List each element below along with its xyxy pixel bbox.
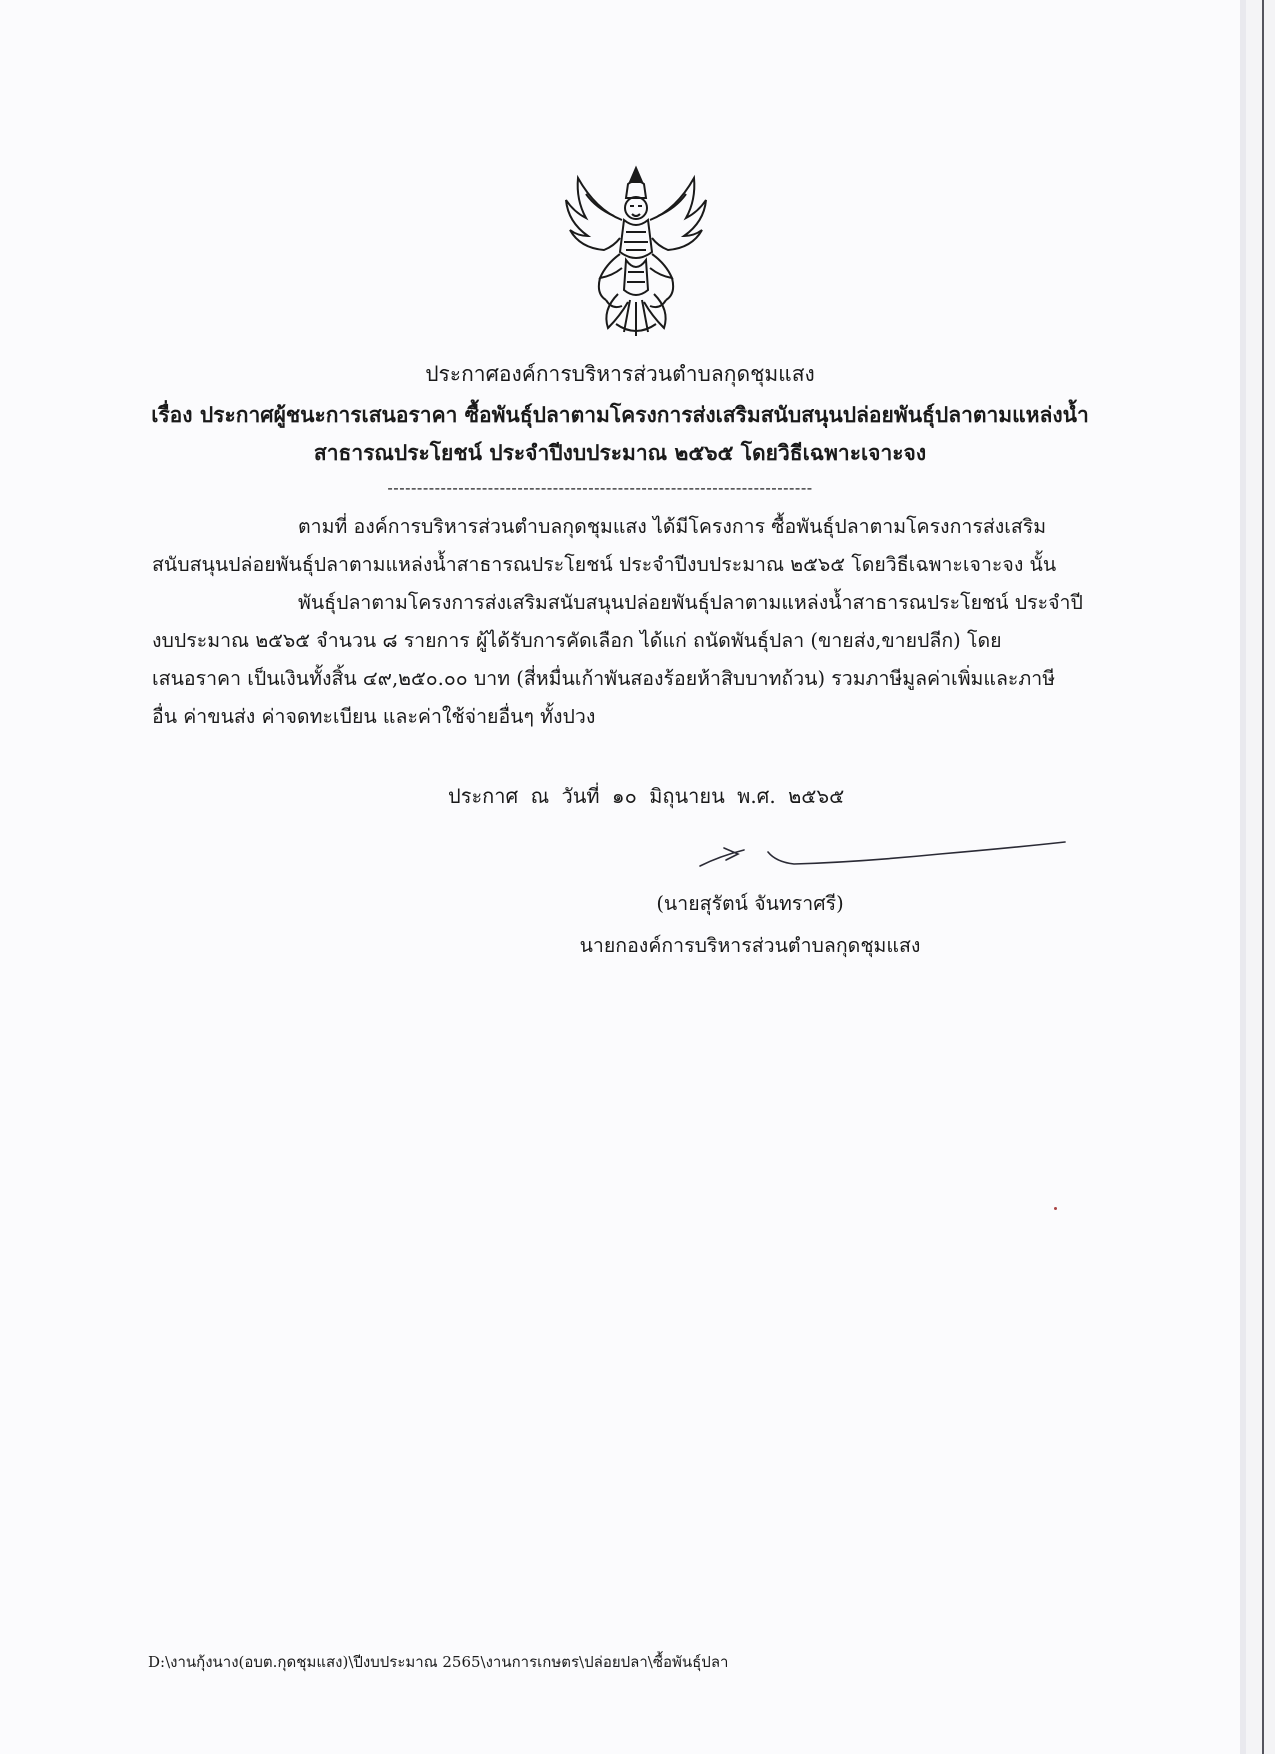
announcement-issuer: ประกาศองค์การบริหารส่วนตำบลกุดชุมแสง (425, 362, 815, 386)
announcement-date: ประกาศ ณ วันที่ ๑๐ มิถุนายน พ.ศ. ๒๕๖๕ (448, 784, 845, 808)
garuda-emblem-icon (556, 160, 716, 340)
body-paragraph-1 (152, 508, 1132, 584)
scan-edge (1262, 0, 1264, 1754)
paragraph-line: พันธุ์ปลาตามโครงการส่งเสริมสนับสนุนปล่อยพันธุ์ปลาตามแหล่งน้ำสาธารณประโยชน์ ประจำปี (298, 591, 1083, 614)
announcement-subject-continued: สาธารณประโยชน์ ประจำปีงบประมาณ ๒๕๖๕ โดยวิธีเฉพาะเจาะจง (313, 440, 927, 465)
paragraph-line: อื่น ค่าขนส่ง ค่าจดทะเบียน และค่าใช้จ่ายอื่นๆ ทั้งปวง (152, 705, 596, 728)
paragraph-line: สนับสนุนปล่อยพันธุ์ปลาตามแหล่งน้ำสาธารณประโยชน์ ประจำปีงบประมาณ ๒๕๖๕ โดยวิธีเฉพาะเจาะจง นั้น (152, 553, 1057, 576)
paragraph-line: งบประมาณ ๒๕๖๕ จำนวน ๘ รายการ ผู้ได้รับการคัดเลือก ได้แก่ ถนัดพันธุ์ปลา (ขายส่ง,ขายปลีก) โดย (152, 629, 1002, 652)
scan-speck (1054, 1207, 1057, 1210)
paragraph-line: เสนอราคา เป็นเงินทั้งสิ้น ๔๙,๒๕๐.๐๐ บาท (สี่หมื่นเก้าพันสองร้อยห้าสิบบาทถ้วน) รวมภาษีมูลค่าเพิ่มและภาษี (152, 667, 1056, 690)
signatory-name: (นายสุรัตน์ จันทราศรี) (656, 892, 844, 915)
announcement-subject: เรื่อง ประกาศผู้ชนะการเสนอราคา ซื้อพันธุ์ปลาตามโครงการส่งเสริมสนับสนุนปล่อยพันธุ์ปลาตามแหล่งน้ำ (151, 402, 1089, 427)
signatory-title: นายกองค์การบริหารส่วนตำบลกุดชุมแสง (579, 934, 921, 957)
paragraph-line: ตามที่ องค์การบริหารส่วนตำบลกุดชุมแสง ได้มีโครงการ ซื้อพันธุ์ปลาตามโครงการส่งเสริม (298, 515, 1047, 538)
footer-file-path: D:\งานกุ้งนาง(อบต.กุดชุมแสง)\ปีงบประมาณ 2565\งานการเกษตร\ปล่อยปลา\ซื้อพันธุ์ปลา (148, 1653, 729, 1671)
body-paragraph-2 (152, 584, 1132, 736)
handwritten-signature (690, 830, 1070, 880)
heading-divider: ------------------------------------------------------------------------ (387, 478, 813, 497)
